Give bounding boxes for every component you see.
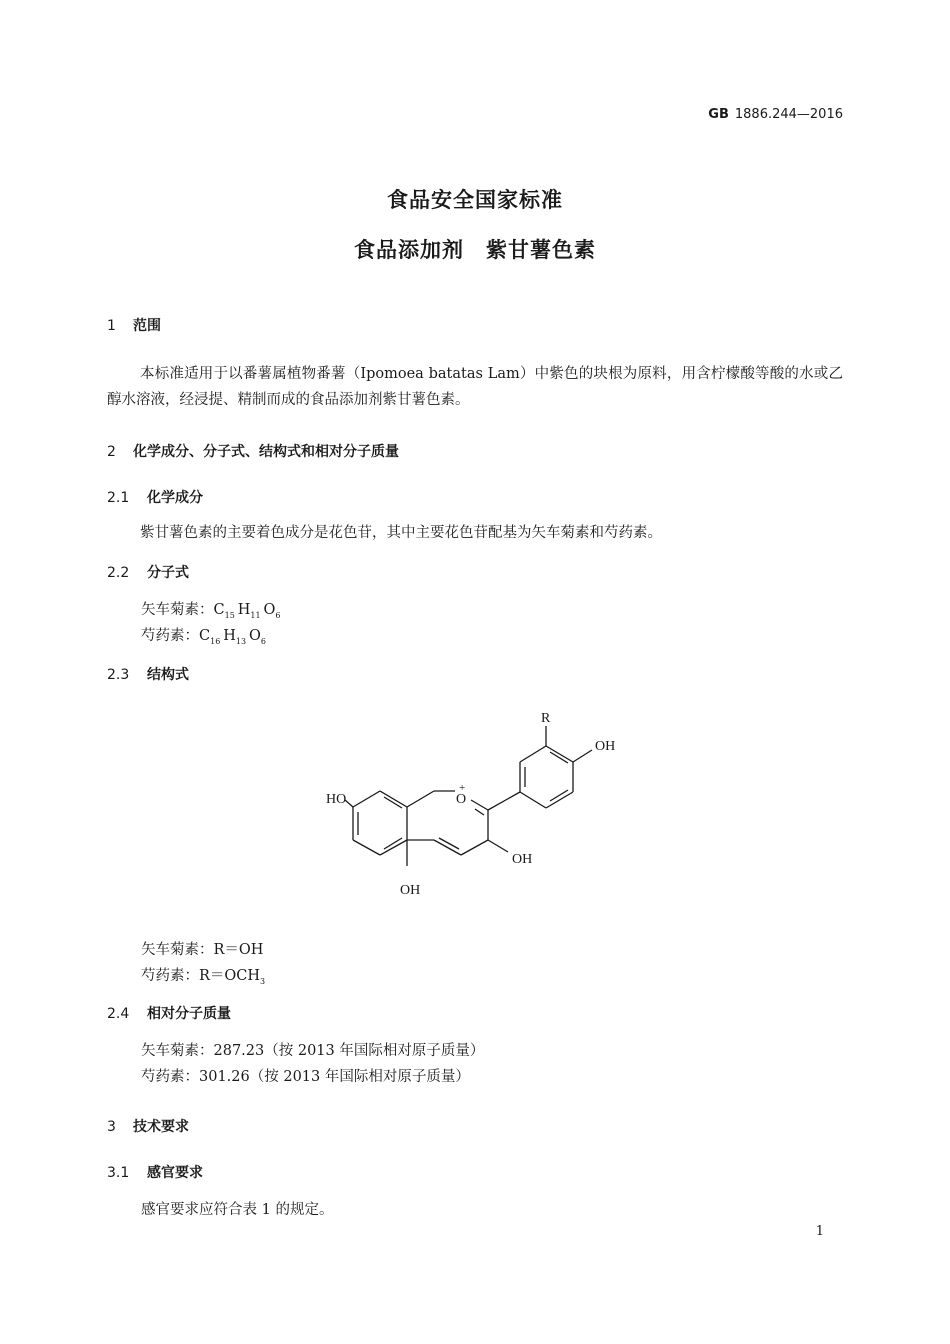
subscript-c: 16	[210, 636, 221, 646]
section-number: 3.1	[107, 1165, 130, 1181]
bond	[353, 791, 380, 807]
section-number: 2.1	[107, 490, 130, 506]
section-title: 技术要求	[133, 1119, 189, 1135]
section-title: 分子式	[147, 565, 189, 581]
section-number: 2.4	[107, 1006, 130, 1022]
section-number: 2.3	[107, 667, 130, 683]
subscript-h: 11	[250, 610, 261, 620]
label-r: R	[541, 711, 551, 726]
label-oh-bottom: OH	[400, 883, 421, 898]
section-3-1-heading	[107, 1162, 203, 1182]
element-c: C	[213, 602, 225, 618]
subscript: 3	[260, 976, 266, 986]
bond	[380, 840, 407, 855]
section-1-paragraph: 本标准适用于以番薯属植物番薯（Ipomoea batatas Lam）中紫色的块根为原料，用含柠檬酸等酸的水或乙醇水溶液，经浸提、精制而成的食品添加剂紫甘薯色素。	[107, 366, 843, 408]
bond	[488, 792, 520, 810]
document-subtitle: 食品添加剂 紫甘薯色素	[354, 238, 596, 262]
section-title: 相对分子质量	[147, 1006, 231, 1022]
section-title: 结构式	[147, 667, 189, 683]
formula-label: 矢车菊素：	[141, 602, 214, 618]
section-title: 感官要求	[147, 1165, 203, 1181]
bond	[407, 791, 434, 807]
bond	[461, 840, 488, 855]
peonidin-r-definition	[141, 964, 265, 986]
bond	[488, 840, 508, 852]
label-ho-left: HO	[326, 792, 347, 807]
section-3-1-paragraph: 感官要求应符合表 1 的规定。	[141, 1202, 334, 1218]
section-number: 2.2	[107, 565, 130, 581]
double-bond	[550, 790, 568, 801]
label-o-plus: +	[459, 782, 466, 794]
page-number: 1	[815, 1224, 824, 1239]
section-2-1-paragraph: 紫甘薯色素的主要着色成分是花色苷，其中主要花色苷配基为矢车菊素和芍药素。	[140, 525, 662, 541]
section-number: 1	[107, 318, 116, 334]
double-bond	[439, 838, 459, 849]
bond	[520, 792, 546, 808]
label-oh-top: OH	[595, 739, 616, 754]
standard-prefix: GB	[708, 107, 729, 122]
element-o: O	[263, 602, 276, 618]
r-definition-text: 芍药素：R＝OCH	[141, 968, 261, 984]
bond	[520, 746, 546, 762]
subscript-o: 6	[260, 636, 266, 646]
element-o: O	[248, 628, 261, 644]
section-title: 化学成分、分子式、结构式和相对分子质量	[133, 444, 399, 460]
section-number: 2	[107, 444, 116, 460]
section-title: 范围	[133, 318, 161, 334]
section-2-4-heading	[107, 1003, 231, 1023]
peonidin-mass: 芍药素：301.26（按 2013 年国际相对原子质量）	[141, 1069, 470, 1085]
bond	[380, 791, 407, 807]
element-c: C	[199, 628, 211, 644]
bond	[573, 750, 592, 762]
section-title: 化学成分	[147, 490, 203, 506]
label-o-ring: O	[456, 792, 467, 807]
subscript-o: 6	[275, 610, 281, 620]
element-h: H	[223, 628, 236, 644]
label-oh-right: OH	[512, 852, 533, 867]
subscript-c: 15	[224, 610, 235, 620]
document-title: 食品安全国家标准	[387, 188, 563, 212]
formula-label: 芍药素：	[141, 628, 199, 644]
section-number: 3	[107, 1119, 116, 1135]
cyanidin-r-definition: 矢车菊素：R＝OH	[141, 942, 264, 958]
section-3-heading	[107, 1116, 189, 1136]
element-h: H	[237, 602, 251, 618]
bond	[546, 746, 573, 762]
standard-number: 1886.244—2016	[734, 107, 843, 122]
subscript-h: 13	[235, 636, 247, 646]
bond	[546, 792, 573, 808]
double-bond	[475, 809, 484, 815]
cyanidin-mass: 矢车菊素：287.23（按 2013 年国际相对原子质量）	[141, 1043, 485, 1059]
bond	[471, 800, 488, 810]
bond	[353, 840, 380, 855]
